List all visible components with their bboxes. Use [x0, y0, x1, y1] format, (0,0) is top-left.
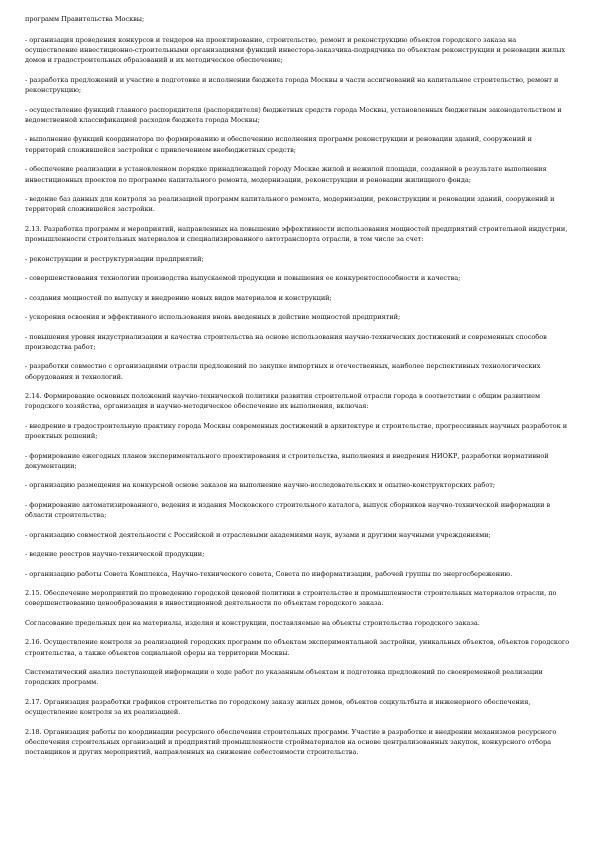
paragraph: Согласование предельных цен на материалы, изделия и конструкции, поставляемые на объекты строительства городского заказа.	[25, 618, 480, 627]
section-paragraph-2-15: 2.15. Обеспечение мероприятий по проведению городской ценовой политики в строительстве и промышленности строительных материалов отрасли, по совершенствованию ценообразования в инвестиционной деятельности по объектам городского заказа.	[25, 589, 557, 608]
paragraph: - внедрение в градостроительную практику города Москвы современных достижений в архитектуре и строительстве, прогрессивных научных разработок и проектных решений;	[25, 421, 568, 441]
paragraph: - ведение реестров научно-технической продукции;	[25, 550, 205, 559]
paragraph-continuation: программ Правительства Москвы;	[25, 15, 145, 23]
section-paragraph-2-14: 2.14. Формирование основных положений научно-технической политики развития строительной отрасли города в соответствии с общим развитием городского хозяйства, организация и научно-методическое обеспечение их выполнения, включая:	[25, 392, 541, 411]
paragraph: - формирование ежегодных планов экспериментального проектирования и строительства, выполнения и внедрения НИОКР, разработки нормативной документации;	[25, 451, 549, 470]
paragraph: - организацию работы Совета Комплекса, Научно-технического совета, Совета по информатизации, рабочей группы по энергосбережению.	[25, 569, 513, 578]
paragraph: - совершенствования технологии производства выпускаемой продукции и повышения ее конкурентоспособности и качества;	[25, 274, 461, 283]
section-paragraph-2-18: 2.18. Организация работы по координации ресурсного обеспечения строительных программ. Участие в разработке и внедрении механизмов ресурсного обеспечения строительных организаций и предприятий промышленности стройматериалов на основе централизованных закупок, конкурсного отбора поставщиков и других мероприятий, направленных на снижение себестоимости строительства.	[25, 727, 557, 757]
paragraph: - организацию совместной деятельности с Российской и отраслевыми академиями наук, вузами и другими научными учреждениями;	[25, 530, 491, 539]
paragraph: - осуществление функций главного распорядителя (распорядителя) бюджетных средств города Москвы, установленных бюджетным законодательством и ведомственной классификацией расходов бюджета города Москвы;	[25, 105, 562, 124]
paragraph: - ведение баз данных для контроля за реализацией программ капитального ремонта, модернизации, реконструкции и реновации зданий, сооружений и территорий сложившейся застройки.	[25, 195, 555, 214]
document-body	[25, 14, 570, 767]
paragraph: - организацию размещения на конкурсной основе заказов на выполнение научно-исследовательских и опытно-конструкторских работ;	[25, 481, 496, 490]
paragraph: - разработка предложений и участие в подготовке и исполнении бюджета города Москвы в части ассигнований на капитальное строительство, ремонт и реконструкцию;	[25, 75, 559, 95]
section-paragraph-2-13: 2.13. Разработка программ и мероприятий, направленных на повышение эффективности использования мощностей предприятий строительной индустрии, промышленности строительных материалов и специализированного автотранспорта отрасли, в том числе за счет:	[25, 224, 568, 244]
paragraph: - реконструкции и реструктуризации предприятий;	[25, 254, 204, 263]
paragraph: - организация проведения конкурсов и тендеров на проектирование, строительство, ремонт и реконструкцию объектов городского заказа на осуществление инвестиционно-строительными организациями функций инвестора-заказчика-подрядчика по объектам реконструкции и реновации жилых домов и градостроительных образований и их методическое обеспечение;	[25, 35, 565, 65]
paragraph: Систематический анализ поступающей информации о ходе работ по указанным объектам и подготовка предложений по своевременной реализации городских программ.	[25, 668, 543, 687]
section-paragraph-2-16: 2.16. Осуществление контроля за реализацией городских программ по объектам экспериментальной застройки, уникальных объектов, объектов городского строительства, а также объектов социальной сферы на территории Москвы.	[25, 638, 570, 657]
paragraph: - формирование автоматизированного, ведения и издания Московского строительного каталога, выпуск сборников научно-технической информации в области строительства;	[25, 500, 551, 520]
section-paragraph-2-17: 2.17. Организация разработки графиков строительства по городскому заказу жилых домов, объектов соцкультбыта и инженерного обеспечения, осуществление контроля за их реализацией.	[25, 697, 531, 717]
paragraph: - разработки совместно с организациями отрасли предложений по закупке импортных и отечественных, наиболее перспективных технологических оборудования и технологий.	[25, 362, 541, 381]
paragraph: - создания мощностей по выпуску и внедрению новых видов материалов и конструкций;	[25, 293, 332, 302]
paragraph: - обеспечение реализации в установленном порядке принадлежащей городу Москве жилой и нежилой площади, созданной в результате выполнения инвестиционных проектов по программе капитального ремонта, модернизации, реконструкции и реновации жилищного фонда;	[25, 165, 547, 184]
paragraph: - повышения уровня индустриализации и качества строительства на основе использования научно-технических достижений и современных способов производства работ;	[25, 332, 547, 351]
paragraph: - ускорения освоения и эффективного использования вновь введенных в действие мощностей предприятий;	[25, 313, 401, 322]
paragraph: - выполнение функций координатора по формированию и обеспечению исполнения программ реконструкции и реновации зданий, сооружений и территорий сложившейся застройки с привлечением внебюджетных средств;	[25, 135, 532, 154]
